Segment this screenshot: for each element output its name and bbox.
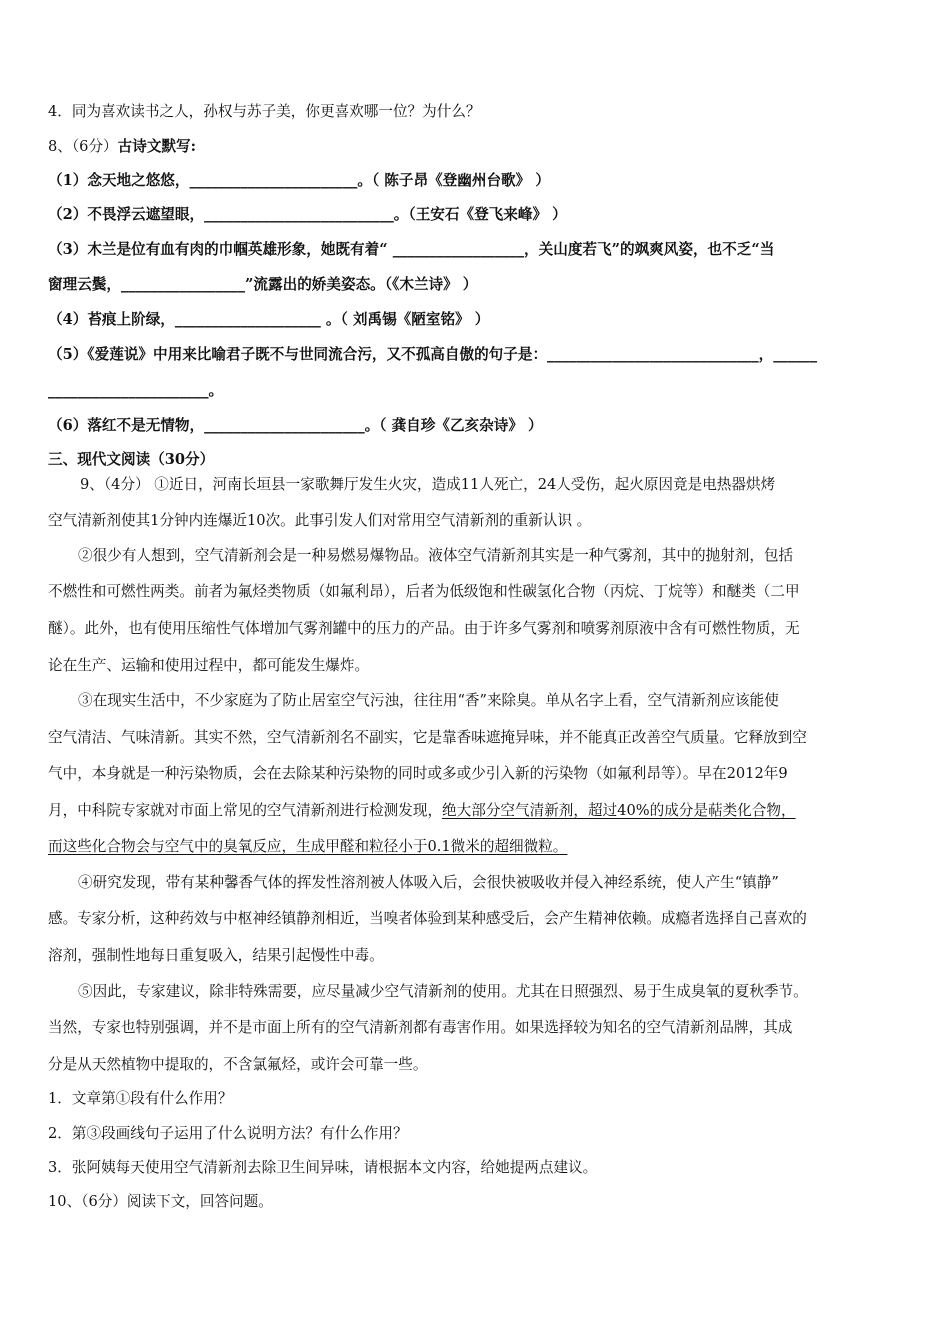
question-8-item-3-cont: 窗理云鬓，_________________”流露出的娇美姿态。（《木兰诗》 ）: [48, 276, 478, 293]
passage-line: [48, 837, 910, 857]
passage-line: 醚）。此外，也有使用压缩性气体增加气雾剂罐中的压力的产品。由于许多气雾剂和喷雾剂原液中含有可燃性物质，无: [48, 620, 800, 637]
question-8-item-2: （2）不畏浮云遮望眼，__________________________。（王安石《登飞来峰》 ）: [48, 206, 567, 223]
passage-line: 空气清洁、气味清新。其实不然，空气清新剂名不副实，它是靠香味遮掩异味，并不能真正改善空气质量。它释放到空: [48, 729, 807, 746]
passage-line: 感。专家分析，这种药效与中枢神经镇静剂相近，当嗅者体验到某种感受后，会产生精神依赖。成瘾者选择自己喜欢的: [48, 910, 807, 927]
passage-line: 9、（4分） ①近日，河南长垣县一家歌舞厅发生火灾，造成11人死亡，24人受伤，起火原因竟是电热器烘烤: [80, 476, 776, 493]
passage-line: ③在现实生活中，不少家庭为了防止居室空气污浊，往往用“香”来除臭。单从名字上看，空气清新剂应该能使: [78, 692, 779, 709]
passage-text: 月，中科院专家就对市面上常见的空气清新剂进行检测发现，: [48, 802, 443, 819]
passage-line: 论在生产、运输和使用过程中，都可能发生爆炸。: [48, 657, 370, 674]
question-7-sub-4: 4．同为喜欢读书之人，孙权与苏子美，你更喜欢哪一位？为什么？: [48, 103, 481, 120]
passage-line: ⑤因此，专家建议，除非特殊需要，应尽量减少空气清新剂的使用。尤其在日照强烈、易于生成臭氧的夏秋季节。: [78, 983, 808, 1000]
passage-line: 空气清新剂使其1分钟内连爆近10次。此事引发人们对常用空气清新剂的重新认识 。: [48, 512, 592, 529]
underlined-sentence: 而这些化合物会与空气中的臭氧反应，生成甲醛和粒径小于0.1微米的超细微粒。: [48, 838, 568, 855]
passage-line: 溶剂，强制性地每日重复吸入，结果引起慢性中毒。: [48, 947, 384, 964]
question-9-sub-1: 1．文章第①段有什么作用？: [48, 1090, 233, 1107]
question-9-sub-3: 3．张阿姨每天使用空气清新剂去除卫生间异味，请根据本文内容，给她提两点建议。: [48, 1159, 598, 1176]
question-8-item-5-cont: ______________________。: [48, 382, 224, 399]
question-9-sub-2: 2．第③段画线句子运用了什么说明方法？有什么作用？: [48, 1125, 408, 1142]
question-8-item-1: （1）念天地之悠悠，_______________________。（ 陈子昂《登幽州台歌》 ）: [48, 172, 550, 189]
question-8-item-5: （5）《爱莲说》中用来比喻君子既不与世同流合污，又不孤高自傲的句子是：_____________________________，______: [48, 346, 818, 363]
passage-line: ②很少有人想到，空气清新剂会是一种易燃易爆物品。液体空气清新剂其实是一种气雾剂，其中的抛射剂，包括: [78, 547, 794, 564]
section-3-title: 三、现代文阅读（30分）: [48, 451, 215, 468]
passage-line: ④研究发现，带有某种馨香气体的挥发性溶剂被人体吸入后，会很快被吸收并侵入神经系统，使人产生“镇静”: [78, 874, 779, 891]
passage-line: 分是从天然植物中提取的，不含氯氟烃，或许会可靠一些。: [48, 1056, 428, 1073]
passage-line: 当然，专家也特别强调，并不是市面上所有的空气清新剂都有毒害作用。如果选择较为知名的空气清新剂品牌，其成: [48, 1019, 793, 1036]
passage-line: [48, 801, 910, 821]
question-8-item-6: （6）落红不是无情物，______________________。（ 龚自珍《乙亥杂诗》 ）: [48, 417, 543, 434]
passage-line: 气中，本身就是一种污染物质，会在去除某种污染物的同时或多或少引入新的污染物（如氟利昂等）。早在2012年9: [48, 765, 788, 782]
question-8-item-3: （3）木兰是位有血有肉的巾帼英雄形象，她既有着“ __________________，关山度若飞”的飒爽风姿，也不乏“当: [48, 241, 775, 258]
underlined-sentence: 绝大部分空气清新剂，超过40%的成分是萜类化合物，: [442, 802, 796, 819]
question-8-title: 古诗文默写:: [117, 138, 197, 155]
question-8-item-4: （4）苔痕上阶绿，____________________ 。（ 刘禹锡《陋室铭》 ）: [48, 311, 490, 328]
question-8-number: 8、（6分）: [48, 138, 118, 155]
question-8-header: [48, 137, 910, 157]
question-10-header: 10、（6分）阅读下文，回答问题。: [48, 1193, 273, 1210]
passage-line: 不燃性和可燃性两类。前者为氟烃类物质（如氟利昂），后者为低级饱和性碳氢化合物（丙烷、丁烷等）和醚类（二甲: [48, 583, 800, 600]
